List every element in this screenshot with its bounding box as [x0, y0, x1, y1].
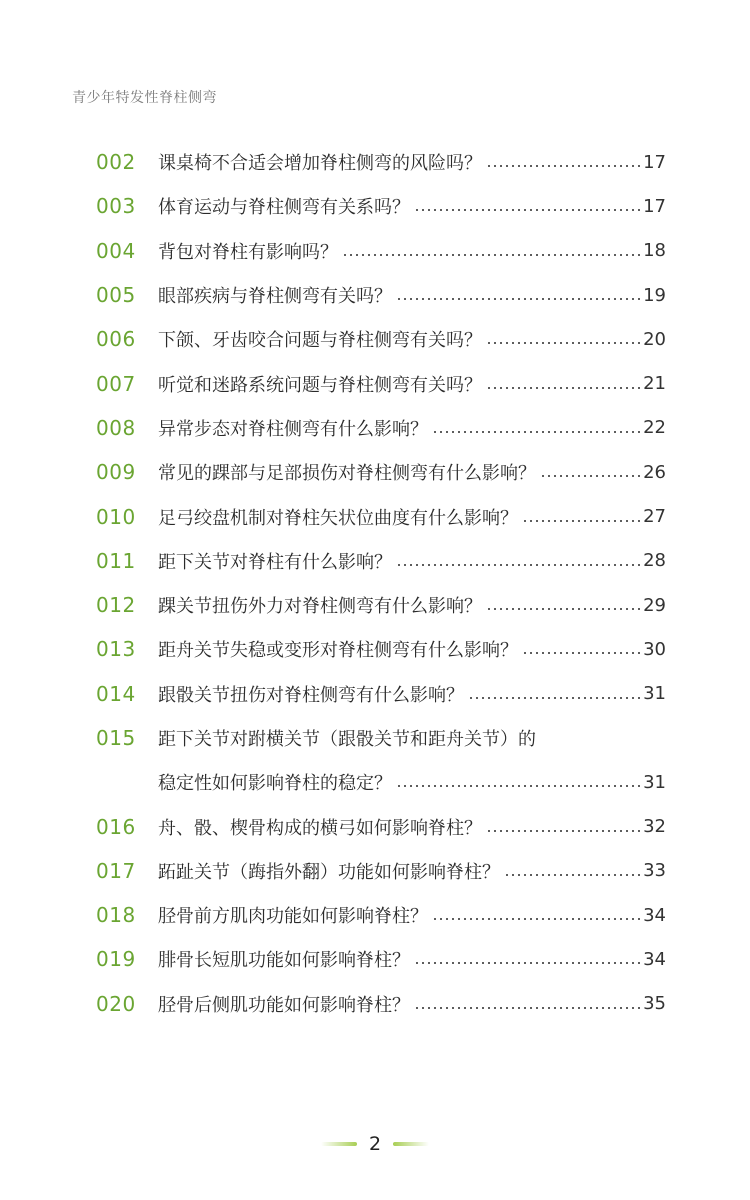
- dot-leader: [432, 918, 641, 920]
- toc-entry[interactable]: [96, 273, 666, 317]
- toc-entry-title: 跖趾关节（踇指外翻）功能如何影响脊柱？: [158, 861, 500, 883]
- dot-leader: [540, 475, 641, 477]
- page-number: 2: [368, 1133, 382, 1155]
- toc-entry-page: 22: [643, 417, 666, 439]
- toc-entry[interactable]: [96, 140, 666, 184]
- toc-entry-page: 34: [643, 904, 666, 926]
- toc-entry[interactable]: [96, 716, 666, 760]
- toc-entry[interactable]: [96, 406, 666, 450]
- toc-entry-page: 35: [643, 993, 666, 1015]
- dot-leader: [522, 652, 641, 654]
- toc-entry[interactable]: [96, 937, 666, 981]
- toc-entry-title: 舟、骰、楔骨构成的横弓如何影响脊柱？: [158, 817, 482, 839]
- toc-entry-title-continued: 稳定性如何影响脊柱的稳定？: [158, 773, 392, 795]
- toc-entry[interactable]: [96, 893, 666, 937]
- toc-entry[interactable]: [96, 982, 666, 1026]
- dot-leader: [468, 697, 641, 699]
- toc-entry-title: 胫骨前方肌肉功能如何影响脊柱？: [158, 906, 428, 928]
- toc-entry-title: 体育运动与脊柱侧弯有关系吗？: [158, 197, 410, 219]
- toc-entry-number: 011: [96, 548, 136, 573]
- toc-entry-number: 005: [96, 283, 136, 308]
- toc-entry[interactable]: [96, 804, 666, 848]
- toc-entry[interactable]: [96, 672, 666, 716]
- toc-entry-number: 004: [96, 238, 136, 263]
- toc-entry-title: 腓骨长短肌功能如何影响脊柱？: [158, 950, 410, 972]
- dot-leader: [414, 209, 641, 211]
- toc-entry-number: 008: [96, 415, 136, 440]
- toc-entry-number: 020: [96, 991, 136, 1016]
- dot-leader: [342, 254, 641, 256]
- toc-entry-title: 足弓绞盘机制对脊柱矢状位曲度有什么影响？: [158, 507, 518, 529]
- dot-leader: [396, 785, 641, 787]
- toc-entry[interactable]: [96, 361, 666, 405]
- toc-entry-page: 21: [643, 373, 666, 395]
- dot-leader: [486, 387, 641, 389]
- dot-leader: [504, 874, 641, 876]
- dot-leader: [414, 962, 641, 964]
- toc-entry-page: 19: [643, 284, 666, 306]
- toc-entry[interactable]: [96, 849, 666, 893]
- toc-entry-number: 013: [96, 637, 136, 662]
- toc-entry-title: 踝关节扭伤外力对脊柱侧弯有什么影响？: [158, 596, 482, 618]
- toc-entry-title: 跟骰关节扭伤对脊柱侧弯有什么影响？: [158, 684, 464, 706]
- toc-entry-page: 28: [643, 550, 666, 572]
- toc-entry-number: 016: [96, 814, 136, 839]
- toc-entry-number: 019: [96, 947, 136, 972]
- toc-entry-title: 距下关节对跗横关节（跟骰关节和距舟关节）的: [158, 729, 536, 750]
- page-footer: [0, 1133, 750, 1155]
- toc-entry-number: 009: [96, 460, 136, 485]
- toc-entry-page: 33: [643, 860, 666, 882]
- dot-leader: [522, 520, 641, 522]
- dot-leader: [414, 1007, 641, 1009]
- toc-entry-page: 31: [643, 683, 666, 705]
- toc-entry-page: 20: [643, 328, 666, 350]
- footer-right-bar: [393, 1142, 429, 1146]
- dot-leader: [486, 165, 641, 167]
- toc-entry-number: 006: [96, 327, 136, 352]
- toc-entry[interactable]: [96, 229, 666, 273]
- toc-entry-page: 34: [643, 948, 666, 970]
- toc-entry[interactable]: [96, 450, 666, 494]
- toc-entry-title: 下颌、牙齿咬合问题与脊柱侧弯有关吗？: [158, 330, 482, 352]
- toc-entry-number: 002: [96, 150, 136, 175]
- toc-entry-page: 18: [643, 240, 666, 262]
- toc-entry-page: 17: [643, 195, 666, 217]
- toc-entry[interactable]: [96, 539, 666, 583]
- toc-entry-page: 31: [643, 771, 666, 793]
- toc-entry-title: 常见的踝部与足部损伤对脊柱侧弯有什么影响？: [158, 463, 536, 485]
- toc-entry-number: 007: [96, 371, 136, 396]
- dot-leader: [486, 342, 641, 344]
- toc-entry-title: 距下关节对脊柱有什么影响？: [158, 551, 392, 573]
- toc-entry-number: 015: [96, 726, 136, 750]
- toc-entry-number: 018: [96, 903, 136, 928]
- toc-entry-title: 课桌椅不合适会增加脊柱侧弯的风险吗？: [158, 153, 482, 175]
- toc-entry-number: 012: [96, 593, 136, 618]
- toc-entry-number: 017: [96, 858, 136, 883]
- dot-leader: [486, 830, 641, 832]
- toc-entry[interactable]: [96, 184, 666, 228]
- dot-leader: [396, 298, 641, 300]
- toc-entry-title: 听觉和迷路系统问题与脊柱侧弯有关吗？: [158, 374, 482, 396]
- toc-entry-number: 003: [96, 194, 136, 219]
- toc-entry-title: 背包对脊柱有影响吗？: [158, 241, 338, 263]
- table-of-contents: [96, 140, 666, 1026]
- dot-leader: [432, 431, 641, 433]
- toc-entry[interactable]: [96, 627, 666, 671]
- running-header: 青少年特发性脊柱侧弯: [72, 90, 217, 106]
- toc-entry-title: 眼部疾病与脊柱侧弯有关吗？: [158, 286, 392, 308]
- dot-leader: [486, 608, 641, 610]
- toc-entry-page: 26: [643, 461, 666, 483]
- toc-entry-page: 32: [643, 816, 666, 838]
- toc-entry-number: 010: [96, 504, 136, 529]
- toc-entry-continuation[interactable]: [96, 760, 666, 804]
- toc-entry[interactable]: [96, 583, 666, 627]
- toc-entry[interactable]: [96, 494, 666, 538]
- toc-entry-number: 014: [96, 681, 136, 706]
- toc-entry-page: 30: [643, 638, 666, 660]
- toc-entry-page: 17: [643, 151, 666, 173]
- toc-entry-title: 距舟关节失稳或变形对脊柱侧弯有什么影响？: [158, 640, 518, 662]
- toc-entry-page: 29: [643, 594, 666, 616]
- dot-leader: [396, 564, 641, 566]
- toc-entry-page: 27: [643, 506, 666, 528]
- footer-left-bar: [321, 1142, 357, 1146]
- toc-entry[interactable]: [96, 317, 666, 361]
- toc-entry-title: 胫骨后侧肌功能如何影响脊柱？: [158, 994, 410, 1016]
- toc-entry-title: 异常步态对脊柱侧弯有什么影响？: [158, 418, 428, 440]
